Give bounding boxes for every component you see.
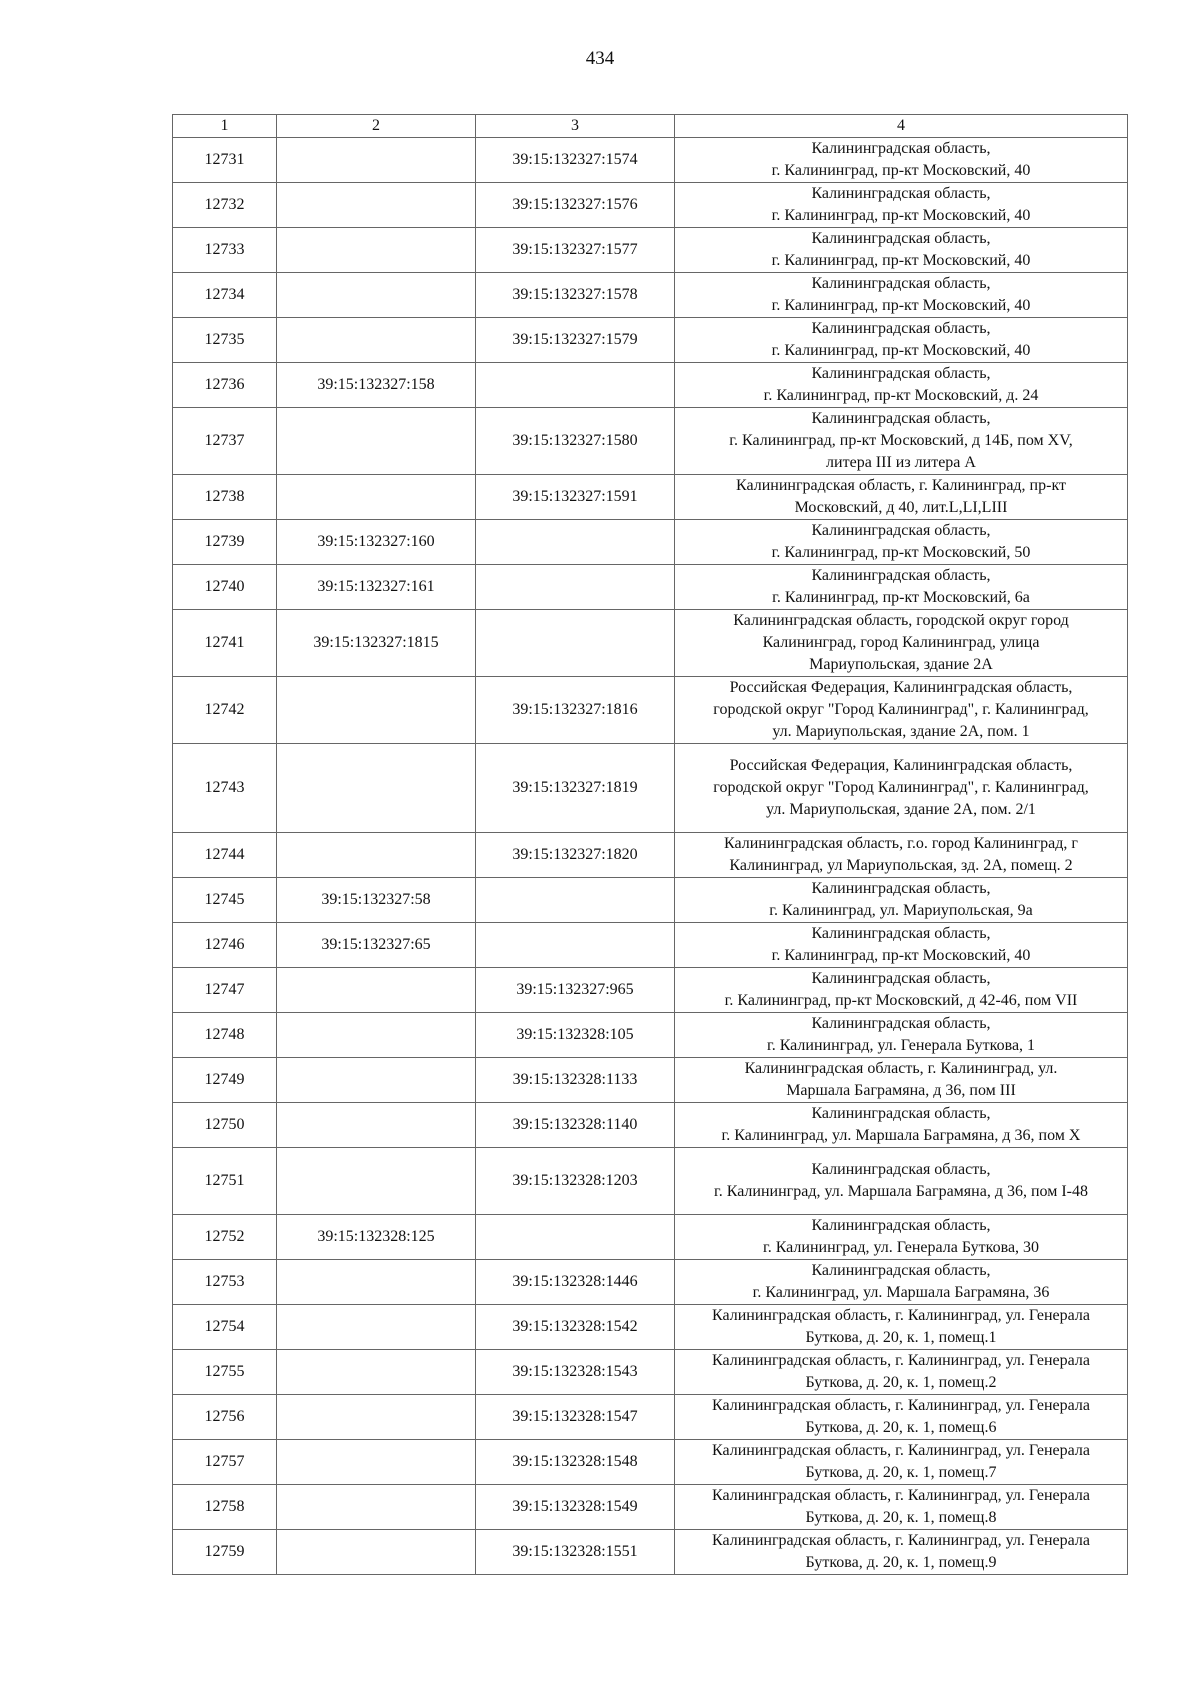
- cadastral-number-cell: 39:15:132327:1816: [476, 677, 675, 744]
- address-line: Калининградская область, г.о. город Калининград, г: [724, 835, 1078, 852]
- cadastral-number-cell: [277, 1530, 476, 1575]
- address-cell: [675, 228, 1128, 273]
- cadastral-number-cell: 39:15:132327:158: [277, 363, 476, 408]
- cadastral-number-cell: [476, 565, 675, 610]
- address-line: Калининградская область,: [811, 1015, 991, 1032]
- address-line: Буткова, д. 20, к. 1, помещ.1: [805, 1329, 997, 1346]
- cadastral-number-cell: 39:15:132328:1548: [476, 1440, 675, 1485]
- cadastral-number-cell: [277, 1260, 476, 1305]
- address-line: Российская Федерация, Калининградская область,: [729, 679, 1073, 696]
- address-line: Буткова, д. 20, к. 1, помещ.2: [805, 1374, 997, 1391]
- cadastral-number-cell: [277, 1350, 476, 1395]
- address-line: г. Калининград, пр-кт Московский, 40: [771, 297, 1031, 314]
- address-cell: [675, 273, 1128, 318]
- table-row: [173, 968, 1128, 1013]
- table-row: [173, 677, 1128, 744]
- address-cell: [675, 677, 1128, 744]
- table-row: [173, 318, 1128, 363]
- table-header: [173, 115, 1128, 138]
- cadastral-number-cell: [476, 610, 675, 677]
- address-cell: [675, 968, 1128, 1013]
- cadastral-number-cell: [277, 1440, 476, 1485]
- row-number-cell: 12742: [173, 677, 277, 744]
- address-line: г. Калининград, пр-кт Московский, 6а: [772, 589, 1030, 606]
- cadastral-number-cell: [277, 1013, 476, 1058]
- table-row: [173, 408, 1128, 475]
- address-line: г. Калининград, пр-кт Московский, 50: [771, 544, 1031, 561]
- address-line: г. Калининград, ул. Генерала Буткова, 1: [766, 1037, 1036, 1054]
- address-line: Калининградская область, г. Калининград, пр-кт: [736, 477, 1066, 494]
- address-cell: [675, 138, 1128, 183]
- table-row: [173, 1440, 1128, 1485]
- address-line: ул. Мариупольская, здание 2А, пом. 1: [772, 723, 1030, 740]
- row-number-cell: 12737: [173, 408, 277, 475]
- address-line: Калининградская область, г. Калининград, ул. Генерала: [712, 1487, 1090, 1504]
- address-cell: [675, 1215, 1128, 1260]
- address-cell: [675, 565, 1128, 610]
- address-line: Калининградская область,: [811, 275, 991, 292]
- registry-table: [172, 114, 1128, 1575]
- row-number-cell: 12750: [173, 1103, 277, 1148]
- address-cell: [675, 1305, 1128, 1350]
- table-row: [173, 273, 1128, 318]
- cadastral-number-cell: 39:15:132328:1542: [476, 1305, 675, 1350]
- cadastral-number-cell: 39:15:132327:160: [277, 520, 476, 565]
- cadastral-number-cell: 39:15:132328:1551: [476, 1530, 675, 1575]
- cadastral-number-cell: 39:15:132328:1133: [476, 1058, 675, 1103]
- address-line: г. Калининград, пр-кт Московский, 40: [771, 342, 1031, 359]
- address-cell: [675, 878, 1128, 923]
- address-line: Калининградская область,: [811, 1105, 991, 1122]
- address-line: Калининградская область, городской округ город: [733, 612, 1069, 629]
- table-row: [173, 228, 1128, 273]
- row-number-cell: 12757: [173, 1440, 277, 1485]
- cadastral-number-cell: 39:15:132327:1820: [476, 833, 675, 878]
- address-line: Российская Федерация, Калининградская область,: [729, 757, 1073, 774]
- cadastral-number-cell: 39:15:132328:1203: [476, 1148, 675, 1215]
- cadastral-number-cell: [277, 744, 476, 833]
- table-row: [173, 833, 1128, 878]
- address-line: Калининградская область,: [811, 1262, 991, 1279]
- cadastral-number-cell: [277, 318, 476, 363]
- cadastral-number-cell: [277, 968, 476, 1013]
- address-cell: [675, 1350, 1128, 1395]
- address-cell: [675, 520, 1128, 565]
- address-line: Калининградская область,: [811, 925, 991, 942]
- table-row: [173, 1485, 1128, 1530]
- cadastral-number-cell: [277, 273, 476, 318]
- table-row: [173, 878, 1128, 923]
- row-number-cell: 12759: [173, 1530, 277, 1575]
- address-line: Калининградская область,: [811, 567, 991, 584]
- table-row: [173, 475, 1128, 520]
- cadastral-number-cell: [277, 1395, 476, 1440]
- address-line: Калининградская область,: [811, 410, 991, 427]
- table-row: [173, 610, 1128, 677]
- cadastral-number-cell: 39:15:132327:1591: [476, 475, 675, 520]
- address-line: Калининградская область, г. Калининград, ул. Генерала: [712, 1532, 1090, 1549]
- address-cell: [675, 1530, 1128, 1575]
- address-line: г. Калининград, пр-кт Московский, д 42-46, пом VII: [724, 992, 1078, 1009]
- table-row: [173, 1395, 1128, 1440]
- column-header-3: 3: [476, 115, 675, 138]
- address-line: Калининградская область, г. Калининград, ул. Генерала: [712, 1442, 1090, 1459]
- cadastral-number-cell: [277, 408, 476, 475]
- address-line: Калининградская область, г. Калининград, ул.: [744, 1060, 1058, 1077]
- row-number-cell: 12751: [173, 1148, 277, 1215]
- cadastral-number-cell: 39:15:132328:1549: [476, 1485, 675, 1530]
- address-cell: [675, 923, 1128, 968]
- cadastral-number-cell: 39:15:132328:1140: [476, 1103, 675, 1148]
- address-cell: [675, 610, 1128, 677]
- cadastral-number-cell: 39:15:132327:1577: [476, 228, 675, 273]
- row-number-cell: 12754: [173, 1305, 277, 1350]
- row-number-cell: 12745: [173, 878, 277, 923]
- row-number-cell: 12741: [173, 610, 277, 677]
- address-cell: [675, 833, 1128, 878]
- address-line: г. Калининград, пр-кт Московский, 40: [771, 252, 1031, 269]
- row-number-cell: 12738: [173, 475, 277, 520]
- row-number-cell: 12755: [173, 1350, 277, 1395]
- cadastral-number-cell: [277, 833, 476, 878]
- cadastral-number-cell: 39:15:132327:161: [277, 565, 476, 610]
- cadastral-number-cell: 39:15:132327:1579: [476, 318, 675, 363]
- address-line: Калининградская область, г. Калининград, ул. Генерала: [712, 1397, 1090, 1414]
- table-row: [173, 1148, 1128, 1215]
- cadastral-number-cell: 39:15:132328:1547: [476, 1395, 675, 1440]
- row-number-cell: 12758: [173, 1485, 277, 1530]
- table-row: [173, 1260, 1128, 1305]
- cadastral-number-cell: [476, 878, 675, 923]
- address-cell: [675, 744, 1128, 833]
- table-row: [173, 1530, 1128, 1575]
- cadastral-number-cell: 39:15:132327:1580: [476, 408, 675, 475]
- table-row: [173, 1305, 1128, 1350]
- cadastral-number-cell: [476, 923, 675, 968]
- address-line: г. Калининград, пр-кт Московский, д. 24: [763, 387, 1039, 404]
- table-row: [173, 1103, 1128, 1148]
- cadastral-number-cell: [476, 363, 675, 408]
- table-row: [173, 520, 1128, 565]
- cadastral-number-cell: 39:15:132327:65: [277, 923, 476, 968]
- row-number-cell: 12740: [173, 565, 277, 610]
- column-header-1: 1: [173, 115, 277, 138]
- address-cell: [675, 1148, 1128, 1215]
- cadastral-number-cell: [277, 138, 476, 183]
- address-line: г. Калининград, пр-кт Московский, 40: [771, 207, 1031, 224]
- table-row: [173, 138, 1128, 183]
- row-number-cell: 12733: [173, 228, 277, 273]
- table-row: [173, 363, 1128, 408]
- row-number-cell: 12734: [173, 273, 277, 318]
- address-cell: [675, 1395, 1128, 1440]
- cadastral-number-cell: [277, 475, 476, 520]
- cadastral-number-cell: 39:15:132327:1574: [476, 138, 675, 183]
- address-line: Калининградская область,: [811, 970, 991, 987]
- address-line: г. Калининград, ул. Маршала Баграмяна, д 36, пом X: [721, 1127, 1081, 1144]
- address-line: Московский, д 40, лит.L,LI,LIII: [794, 499, 1008, 516]
- address-line: г. Калининград, ул. Маршала Баграмяна, д 36, пом I-48: [713, 1183, 1089, 1200]
- row-number-cell: 12744: [173, 833, 277, 878]
- cadastral-number-cell: 39:15:132328:105: [476, 1013, 675, 1058]
- cadastral-number-cell: 39:15:132327:1578: [476, 273, 675, 318]
- address-line: ул. Мариупольская, здание 2А, пом. 2/1: [766, 801, 1036, 818]
- column-header-2: 2: [277, 115, 476, 138]
- address-line: г. Калининград, ул. Генерала Буткова, 30: [762, 1239, 1040, 1256]
- address-line: Калининградская область,: [811, 230, 991, 247]
- cadastral-number-cell: [277, 677, 476, 744]
- table-row: [173, 1058, 1128, 1103]
- cadastral-number-cell: [277, 1148, 476, 1215]
- row-number-cell: 12739: [173, 520, 277, 565]
- address-cell: [675, 1440, 1128, 1485]
- address-line: Калининградская область,: [811, 1217, 991, 1234]
- address-line: г. Калининград, пр-кт Московский, 40: [771, 162, 1031, 179]
- cadastral-number-cell: [476, 1215, 675, 1260]
- address-line: Калининградская область,: [811, 320, 991, 337]
- address-line: Калининградская область,: [811, 185, 991, 202]
- address-line: Калининград, город Калининград, улица: [762, 634, 1040, 651]
- address-cell: [675, 1103, 1128, 1148]
- row-number-cell: 12748: [173, 1013, 277, 1058]
- address-line: Буткова, д. 20, к. 1, помещ.6: [805, 1419, 997, 1436]
- cadastral-number-cell: [277, 1485, 476, 1530]
- page-number: 434: [585, 48, 615, 69]
- row-number-cell: 12752: [173, 1215, 277, 1260]
- cadastral-number-cell: [277, 1103, 476, 1148]
- cadastral-number-cell: 39:15:132327:1815: [277, 610, 476, 677]
- table-row: [173, 1013, 1128, 1058]
- table-row: [173, 183, 1128, 228]
- address-line: г. Калининград, ул. Маршала Баграмяна, 36: [752, 1284, 1050, 1301]
- address-cell: [675, 1260, 1128, 1305]
- row-number-cell: 12732: [173, 183, 277, 228]
- address-line: Буткова, д. 20, к. 1, помещ.7: [805, 1464, 997, 1481]
- row-number-cell: 12756: [173, 1395, 277, 1440]
- address-line: Калининградская область, г. Калининград, ул. Генерала: [712, 1352, 1090, 1369]
- address-cell: [675, 363, 1128, 408]
- row-number-cell: 12746: [173, 923, 277, 968]
- cadastral-number-cell: [277, 183, 476, 228]
- address-line: Буткова, д. 20, к. 1, помещ.8: [805, 1509, 997, 1526]
- address-line: Калининградская область, г. Калининград, ул. Генерала: [712, 1307, 1090, 1324]
- cadastral-number-cell: [277, 1058, 476, 1103]
- address-line: Калининградская область,: [811, 522, 991, 539]
- address-line: г. Калининград, пр-кт Московский, 40: [771, 947, 1031, 964]
- address-cell: [675, 1013, 1128, 1058]
- cadastral-number-cell: 39:15:132327:1576: [476, 183, 675, 228]
- cadastral-number-cell: 39:15:132328:1446: [476, 1260, 675, 1305]
- row-number-cell: 12735: [173, 318, 277, 363]
- cadastral-number-cell: [277, 1305, 476, 1350]
- address-cell: [675, 475, 1128, 520]
- address-cell: [675, 1058, 1128, 1103]
- address-line: Калининградская область,: [811, 365, 991, 382]
- row-number-cell: 12736: [173, 363, 277, 408]
- table-row: [173, 565, 1128, 610]
- address-line: г. Калининград, пр-кт Московский, д 14Б, пом XV,: [729, 432, 1073, 449]
- column-header-4: 4: [675, 115, 1128, 138]
- cadastral-number-cell: 39:15:132328:125: [277, 1215, 476, 1260]
- address-line: городской округ "Город Калининград", г. Калининград,: [713, 779, 1089, 796]
- table-row: [173, 1215, 1128, 1260]
- address-line: Буткова, д. 20, к. 1, помещ.9: [805, 1554, 997, 1571]
- cadastral-number-cell: 39:15:132327:58: [277, 878, 476, 923]
- cadastral-number-cell: 39:15:132328:1543: [476, 1350, 675, 1395]
- address-cell: [675, 318, 1128, 363]
- address-line: Калининградская область,: [811, 140, 991, 157]
- row-number-cell: 12749: [173, 1058, 277, 1103]
- row-number-cell: 12747: [173, 968, 277, 1013]
- address-cell: [675, 408, 1128, 475]
- address-line: Калининград, ул Мариупольская, зд. 2А, помещ. 2: [729, 857, 1073, 874]
- address-line: городской округ "Город Калининград", г. Калининград,: [713, 701, 1089, 718]
- cadastral-number-cell: 39:15:132327:965: [476, 968, 675, 1013]
- address-line: литера III из литера А: [826, 454, 976, 471]
- address-line: г. Калининград, ул. Мариупольская, 9а: [769, 902, 1033, 919]
- cadastral-number-cell: [476, 520, 675, 565]
- address-line: Маршала Баграмяна, д 36, пом III: [786, 1082, 1016, 1099]
- address-cell: [675, 183, 1128, 228]
- address-line: Калининградская область,: [811, 1161, 991, 1178]
- table-body: [173, 138, 1128, 1575]
- table-row: [173, 923, 1128, 968]
- row-number-cell: 12753: [173, 1260, 277, 1305]
- row-number-cell: 12743: [173, 744, 277, 833]
- address-line: Мариупольская, здание 2А: [809, 656, 993, 673]
- table-row: [173, 744, 1128, 833]
- table-row: [173, 1350, 1128, 1395]
- address-cell: [675, 1485, 1128, 1530]
- cadastral-number-cell: 39:15:132327:1819: [476, 744, 675, 833]
- row-number-cell: 12731: [173, 138, 277, 183]
- header-row: [173, 115, 1128, 138]
- cadastral-number-cell: [277, 228, 476, 273]
- address-line: Калининградская область,: [811, 880, 991, 897]
